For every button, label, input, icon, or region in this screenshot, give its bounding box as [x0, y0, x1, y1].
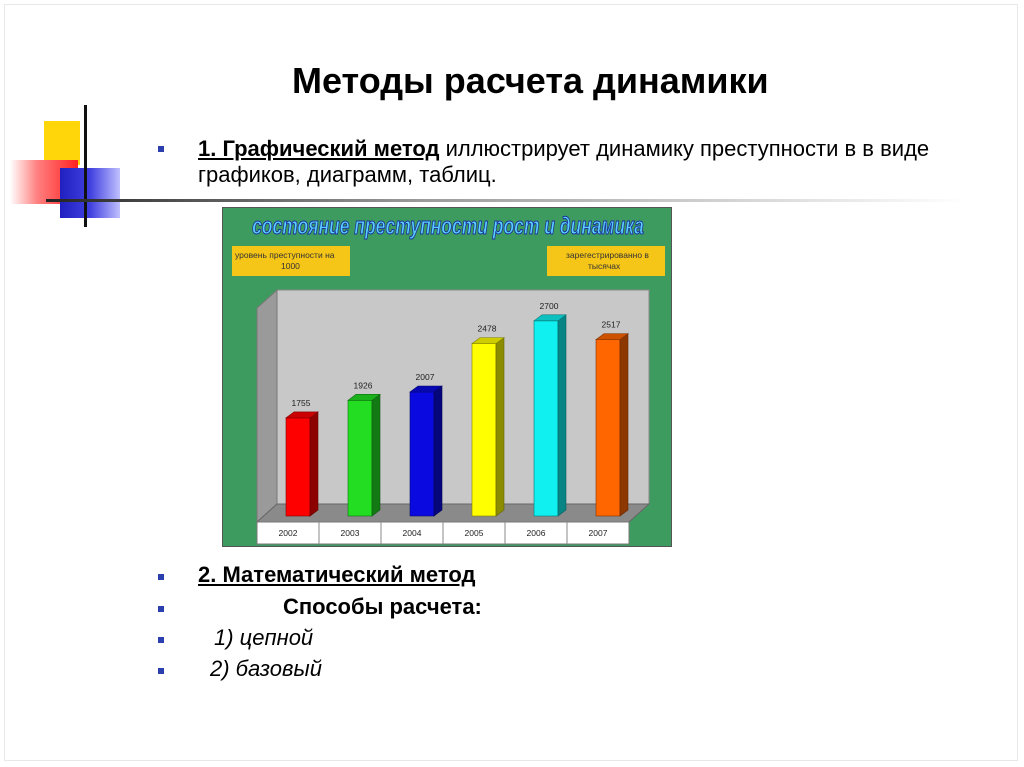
- bullet-item-2: 2. Математический метод: [198, 562, 476, 587]
- bar-side-2005: [496, 338, 504, 516]
- plot-side-wall: [257, 290, 277, 522]
- chart-title: состояние преступности рост и динамика: [252, 213, 644, 240]
- bullet-item-1: [198, 136, 968, 188]
- slide-title-text: Методы расчета динамики: [292, 60, 769, 101]
- bullet-marker-2: [158, 574, 164, 580]
- bar-side-2004: [434, 386, 442, 516]
- bullet-1-rest: иллюстрирует динамику преступности в в виде графиков, диаграмм, таблиц.: [198, 136, 930, 187]
- bullet-marker-5: [158, 668, 164, 674]
- bar-side-2002: [310, 412, 318, 516]
- value-label-2003: 1926: [353, 380, 373, 391]
- value-label-2007: 2517: [601, 319, 621, 330]
- crime-chart: [222, 207, 672, 547]
- bar-2007: [596, 340, 620, 516]
- bullet-item-5: 2) базовый: [210, 656, 322, 681]
- bullet-1-bold: 1. Графический метод: [198, 136, 440, 161]
- bullet-marker-1: [158, 146, 164, 152]
- value-label-2005: 2478: [477, 323, 497, 334]
- bar-2004: [410, 392, 434, 516]
- bullet-item-4: 1) цепной: [214, 625, 314, 650]
- bar-side-2007: [620, 334, 628, 516]
- x-tick-2002: 2002: [278, 528, 298, 538]
- value-label-2006: 2700: [539, 300, 559, 311]
- right-label-text: зарегестрированно в тысячах: [566, 250, 649, 271]
- decor-horizontal-line: [46, 199, 966, 202]
- x-tick-2003: 2003: [340, 528, 360, 538]
- bullet-marker-4: [158, 637, 164, 643]
- bar-2005: [472, 344, 496, 516]
- chart-svg: [223, 208, 673, 548]
- plot-back-wall: [277, 290, 649, 504]
- bar-2002: [286, 418, 310, 516]
- x-tick-2007: 2007: [588, 528, 608, 538]
- x-tick-2005: 2005: [464, 528, 484, 538]
- bar-side-2006: [558, 315, 566, 516]
- bar-2006: [534, 321, 558, 516]
- bullet-marker-3: [158, 606, 164, 612]
- x-tick-2004: 2004: [402, 528, 422, 538]
- bullet-item-3: Способы расчета:: [283, 594, 482, 619]
- decor-blue-square: [60, 168, 120, 218]
- value-label-2002: 1755: [291, 397, 311, 408]
- x-tick-2006: 2006: [526, 528, 546, 538]
- left-label-text: уровень преступности на 1000: [235, 250, 335, 271]
- bar-2003: [348, 400, 372, 516]
- value-label-2004: 2007: [415, 372, 435, 383]
- decor-yellow-square: [44, 121, 80, 165]
- bar-side-2003: [372, 394, 380, 516]
- decor-vertical-line: [84, 105, 87, 227]
